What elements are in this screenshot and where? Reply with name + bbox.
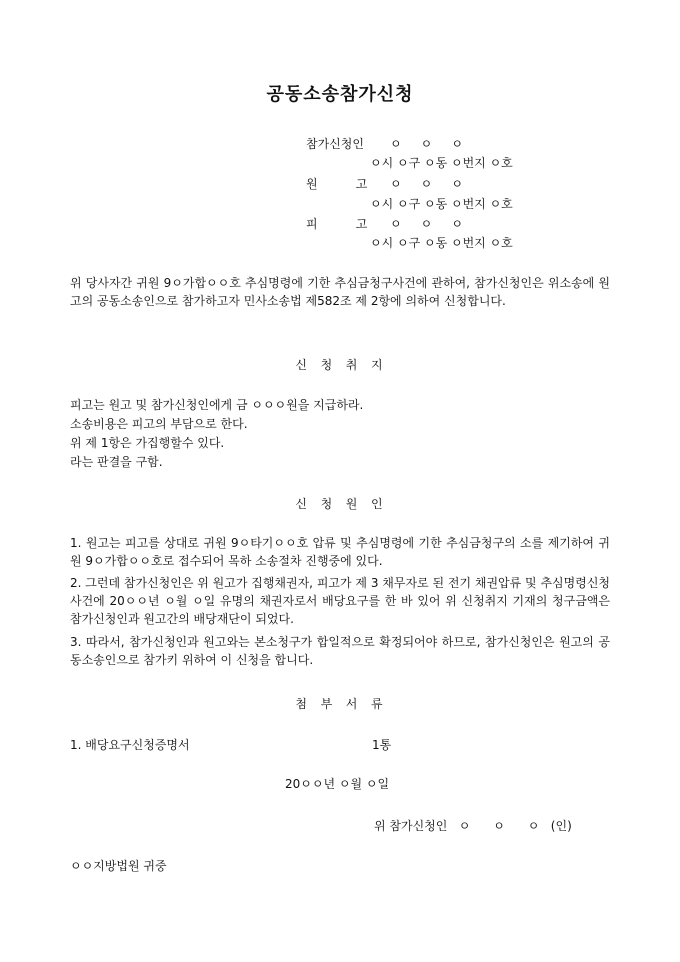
defendant-label: 피 고 [306,217,368,231]
purpose-line: 피고는 원고 및 참가신청인에게 금 ㅇㅇㅇ원을 지급하라. [70,398,364,412]
plaintiff-name: ㅇ ㅇ ㅇ [390,177,463,191]
defendant-name: ㅇ ㅇ ㅇ [390,217,463,231]
date-line: 20ㅇㅇ년 ㅇ월 ㅇ일 [285,777,390,791]
applicant-address: ㅇ시 ㅇ구 ㅇ동 ㅇ번지 ㅇ호 [370,156,513,170]
purpose-heading: 신 청 취 지 [295,358,385,372]
cause-item-1: 1. 원고는 피고를 상대로 귀원 9ㅇ타기ㅇㅇ호 압류 및 추심명령에 기한 추심금청구의 소를 제기하여 귀원 9ㅇ가합ㅇㅇ호로 접수되어 목하 소송절차 진행중에 있다. [70,536,610,568]
plaintiff-address: ㅇ시 ㅇ구 ㅇ동 ㅇ번지 ㅇ호 [370,197,513,211]
defendant-address: ㅇ시 ㅇ구 ㅇ동 ㅇ번지 ㅇ호 [370,236,513,250]
cause-heading: 신 청 원 인 [295,497,385,511]
cause-item-3: 3. 따라서, 참가신청인과 원고와는 본소청구가 합일적으로 확정되어야 하므로, 참가신청인은 원고의 공동소송인으로 참가키 위하여 이 신청을 합니다. [70,635,610,667]
cause-item-2: 2. 그런데 참가신청인은 위 원고가 집행채권자, 피고가 제 3 채무자로 된 전기 채권압류 및 추심명령신청사건에 20ㅇㅇ년 ㅇ월 ㅇ일 유명의 채권자로서 배당요구를 한 바 있어 위 신청취지 기재의 청구금액은 참가신청인과 원고간의 배당재단이 되었다. [70,576,610,626]
purpose-line: 라는 판결을 구함. [70,455,163,469]
signature-line: 위 참가신청인 ㅇ ㅇ ㅇ (인) [374,819,572,833]
applicant-label: 참가신청인 [306,137,364,151]
purpose-line: 소송비용은 피고의 부담으로 한다. [70,417,248,431]
court-line: ㅇㅇ지방법원 귀중 [70,859,167,873]
plaintiff-label: 원 고 [306,177,368,191]
attachment-count: 1통 [372,738,392,752]
attachment-item: 1. 배당요구신청증명서 [70,738,190,752]
purpose-line: 위 제 1항은 가집행할수 있다. [70,436,225,450]
attachments-heading: 첨 부 서 류 [295,697,385,711]
intro-paragraph: 위 당사자간 귀원 9ㅇ가합ㅇㅇ호 추심명령에 기한 추심금청구사건에 관하여, 참가신청인은 위소송에 원고의 공동소송인으로 참가하고자 민사소송법 제582조 제 2항에 의하여 신청합니다. [70,276,610,308]
applicant-name: ㅇ ㅇ ㅇ [390,137,463,151]
page-title: 공동소송참가신청 [266,84,414,105]
